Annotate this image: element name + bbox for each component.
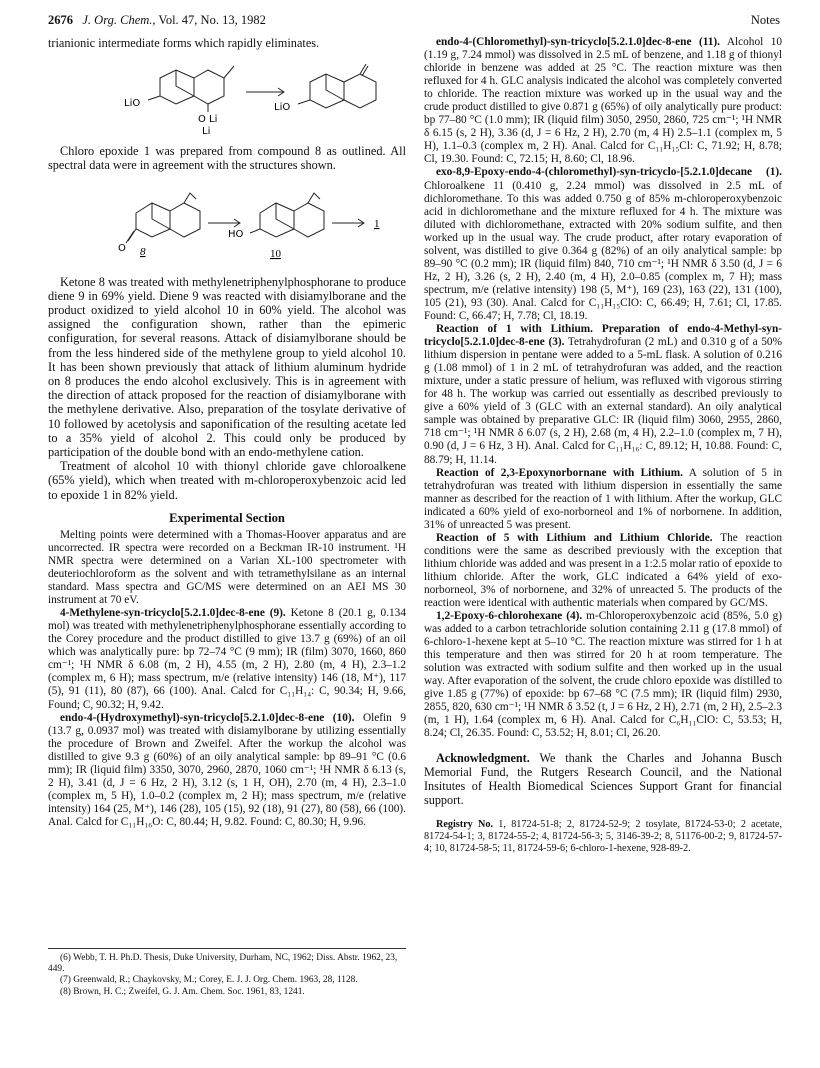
procedure-title-4: 1,2-Epoxy-6-chlorohexane (4). bbox=[436, 610, 583, 623]
scheme2-label-o: O bbox=[118, 242, 126, 254]
procedure-body-9: Ketone 8 (20.1 g, 0.134 mol) was treated with methylenetriphenylphosphorane essentially according to the Corey procedure and the product distilled to give 13.7 g (69%) of an oil which was analytically pure: bp 72–74 °C (9 mm); IR (film) 3070, 1660, 860 cm⁻¹; ¹H NMR δ 6.08 (m, 2 H), 4.55 (m, 2 H), 2.80 (m, 4 H), 2.3–1.2 (complex m, 6 H); mass spectrum, m/e (relative intensity) 146 (18, M⁺), 117 (5), 91 (11), 80 (87), 66 (100). Anal. Calcd for C₁₁H₁₄: C, 90.34; H, 9.66, Found; C, 90.32; H, 9.42. bbox=[48, 607, 406, 711]
procedure-title-9: 4-Methylene-syn-tricyclo[5.2.1.0]dec-8-ene (9). bbox=[60, 607, 286, 620]
procedure-reaction-5 bbox=[424, 532, 782, 610]
procedure-compound-4 bbox=[424, 610, 782, 740]
procedure-compound-11 bbox=[424, 36, 782, 166]
procedure-body-reaction-1: Tetrahydrofuran (2 mL) and 0.310 g of a 50% lithium dispersion in pentane were added to a 5-mL flask. A solution of 0.216 g (1.08 mmol) of 1 in 2 mL of tetrahydrofuran was added, and the reaction mixture, under a static pressure of helium, was refluxed with vigorous stirring for 48 h. The workup was carried out essentially as described previously to give a 60% yield of 3 (GLC with an external standard). An oily analytical sample was obtained by preparative GLC: IR (liquid film) 3060, 2955, 2860, 718 cm⁻¹; ¹H NMR δ 6.07 (s, 2 H), 2.68 (m, 4 H), 2.2–1.0 (complex m, 7 H), 0.90 (d, J = 6 Hz, 3 H). Anal. Calcd for C₁₁H₁₆: C, 89.12; H, 10.88. Found: C, 88.79; H, 11.14. bbox=[424, 336, 782, 466]
scheme1-structures bbox=[48, 56, 406, 136]
volume-info: Vol. 47, No. 13, 1982 bbox=[158, 13, 266, 27]
section-name: Notes bbox=[750, 13, 780, 27]
compound-label-1: 1 bbox=[374, 217, 380, 230]
procedure-body-epoxynorbornane: A solution of 5 in tetrahydrofuran was treated with lithium dispersion in essentially the same manner as described for the reaction of 1 with lithium. After the workup, GLC indicated a 60% yield of exo-norborneol and 1% of norbornene. In addition, 31% of unreacted 5 was present. bbox=[424, 466, 782, 531]
header-left bbox=[48, 13, 266, 28]
paragraph-ketone-treatment: Ketone 8 was treated with methylenetriphenylphosphorane to produce diene 9 in 69% yield. Diene 9 was reacted with disiamylborane and the product oxidized to yield alcohol 10 in 60% yield. The alcohol was assigned the configuration shown, rather than the epimeric configuration, for several reasons. Attack of disiamylborane should be from the less hindered side of the methylene group to yield alcohol 10. It has been shown previously that attack of lithium aluminum hydride on 8 produces the endo alcohol exclusively. This is in agreement with the direction of attack proposed for the reaction of disiamylborane with the methylene derivative. Also, preparation of the tosylate derivative of 10 followed by acetolysis and saponification of the resulting acetate led to a 35% yield of alcohol 2. This could only be produced by participation of the double bond with an endo-methylene cation. bbox=[48, 274, 406, 460]
scheme-lithium-elimination bbox=[48, 56, 406, 136]
scheme-synthesis-route bbox=[48, 183, 406, 265]
footnote-8: (8) Brown, H. C.; Zweifel, G. J. Am. Chem. Soc. 1961, 83, 1241. bbox=[60, 986, 305, 997]
scheme1-label-oli: O Li bbox=[198, 114, 218, 126]
paragraph-thionyl-chloride: Treatment of alcohol 10 with thionyl chloride gave chloroalkene (65% yield), which when treated with m-chloroperoxybenzoic acid led to epoxide 1 in 82% yield. bbox=[48, 459, 406, 502]
registry-title: Registry No. bbox=[436, 819, 494, 831]
scheme2-label-ho: HO bbox=[228, 228, 244, 240]
page-header bbox=[48, 13, 780, 31]
procedure-title-1: exo-8,9-Epoxy-endo-4-(chloromethyl)-syn-tricyclo-[5.2.1.0]decane (1). bbox=[436, 166, 782, 179]
procedure-body-11: Alcohol 10 (1.19 g, 7.24 mmol) was dissolved in 2.5 mL of benzene, and 1.18 g of thionyl chloride in benzene was added at 25 °C. The reaction mixture was then refluxed for 4 h. GLC analysis indicated the alcohol was completely converted to chloride. The reaction mixture was worked up in the usual way and the crude product distilled to give 0.871 g (65%) of oily analytically pure product: bp 77–80 °C (1.0 mm); IR (liquid film) 3050, 2950, 2860, 725 cm⁻¹; ¹H NMR δ 6.15 (s, 2 H), 3.36 (d, J = 6 Hz, 2 H), 2.70 (m, 4 H) 2.5–1.1 (complex m, 5 H), 1.1–0.3 (complex m, 2 H). Anal. Calcd for C₁₁H₁₅Cl: C, 71.92; H, 8.78; Cl, 19.30. Found: C, 72.15; H, 8.60; Cl, 18.96. bbox=[424, 36, 783, 166]
procedure-title-epoxynorbornane: Reaction of 2,3-Epoxynorbornane with Lithium. bbox=[436, 466, 684, 479]
right-column bbox=[424, 36, 782, 865]
procedure-reaction-1-lithium bbox=[424, 323, 782, 467]
acknowledgment bbox=[424, 751, 782, 807]
footnote-6: (6) Webb, T. H. Ph.D. Thesis, Duke University, Durham, NC, 1962; Diss. Abstr. 1962, 23, 449. bbox=[48, 953, 398, 975]
scheme1-label-li: Li bbox=[202, 126, 211, 137]
paragraph-chloro-epoxide: Chloro epoxide 1 was prepared from compound 8 as outlined. All spectral data were in agreement with the structures shown. bbox=[48, 144, 406, 173]
footnote-7: (7) Greenwald, R.; Chaykovsky, M.; Corey, E. J. J. Org. Chem. 1963, 28, 1128. bbox=[60, 975, 358, 986]
scheme1-label-lio-left: LiO bbox=[124, 98, 141, 110]
procedure-title-reaction-5: Reaction of 5 with Lithium and Lithium Chloride. bbox=[436, 531, 713, 544]
acknowledgment-body: We thank the Charles and Johanna Busch Memorial Fund, the Rutgers Research Council, and the National Insitutes of Health Biomedical Sciences Support Grant for financial support. bbox=[424, 750, 782, 807]
compound-label-8: 8 bbox=[140, 245, 146, 258]
compound-label-10: 10 bbox=[270, 247, 281, 260]
acknowledgment-title: Acknowledgment. bbox=[436, 750, 530, 765]
procedure-title-11: endo-4-(Chloromethyl)-syn-tricyclo[5.2.1.0]dec-8-ene (11). bbox=[436, 36, 720, 48]
procedure-body-1: Chloroalkene 11 (0.410 g, 2.24 mmol) was dissolved in 2.5 mL of dichloromethane. To this was added 0.750 g of 85% m-chloroperoxybenzoic acid in dichloromethane and the mixture refluxed for 4 h. The mixture was diluted with dichloromethane, extracted with 20% sodium sulfite, and then worked up in the usual way. The crude product, after rotary evaporation of solvent, was distilled to give 0.364 g (82%) of an oily analytical sample: bp 89–90 °C (0.2 mm); IR (liquid film) 840, 710 cm⁻¹; ¹H NMR δ 3.50 (d, J = 6 Hz, 2 H), 3.26 (s, 2 H), 2.40 (m, 4 H), 2.0–0.85 (complex m, 7 H); mass spectrum, m/e (relative intensity) 198 (5, M⁺), 169 (23), 163 (22), 131 (100), 105 (21), 93 (30). Anal. Calcd for C₁₁H₁₅ClO: C, 66.49; H, 7.61; Cl, 17.85. Found: C, 66.47; H, 7.78; Cl, 18.19. bbox=[424, 179, 782, 322]
procedure-compound-9 bbox=[48, 607, 406, 711]
scheme2-structures bbox=[48, 183, 406, 265]
paragraph-methods: Melting points were determined with a Thomas-Hoover apparatus and are uncorrected. IR spectra were recorded on a Beckman IR-10 instrument. ¹H NMR spectra were determined on a Varian XL-100 spectrometer with deuteriochloroform as the solvent and with tetramethylsilane as an internal standard. Mass spectra and GC/MS were determined on an AEI MS 30 instrument at 70 eV. bbox=[48, 528, 406, 607]
page-number: 2676 bbox=[48, 13, 73, 27]
procedure-title-reaction-1: Reaction of 1 with Lithium. Preparation of endo-4-Methyl-syn-tricyclo[5.2.1.0]dec-8-ene (3). bbox=[424, 323, 782, 349]
registry-body: 1, 81724-51-8; 2, 81724-52-9; 2 tosylate, 81724-53-0; 2 acetate, 81724-54-1; 3, 81724-55-2; 4, 81724-56-3; 5, 3146-39-2; 8, 51176-00-2; 9, 81724-57-4; 10, 81724-58-5; 11, 81724-59-6; 6-chloro-1-hexene, 928-89-2. bbox=[424, 819, 782, 854]
procedure-body-reaction-5: The reaction conditions were the same as described previously with the exception that lithium chloride was added and was present in a 1:2.5 molar ratio of epoxide to lithium chloride. After the work, GLC indicated a 64% yield of exo-norborneol, 3% of norbornene, and 32% of unreacted 5. The products of the reaction were identical with authentic materials when compared by GC/MS. bbox=[424, 531, 783, 610]
footnotes bbox=[48, 948, 406, 998]
intro-line: trianionic intermediate forms which rapidly eliminates. bbox=[48, 36, 320, 50]
experimental-heading: Experimental Section bbox=[169, 510, 285, 525]
procedure-body-4: m-Chloroperoxybenzoic acid (85%, 5.0 g) was added to a carbon tetrachloride solution containing 2.11 g (17.8 mmol) of 6-chloro-1-hexene kept at 5–10 °C. The reaction mixture was stirred for 1 h at this temperature and then was stirred for 20 h at room temperature. The solution was extracted with sodium sulfite and then worked up in the usual way. After evaporation of the solvent, the crude chloro epoxide was distilled to give 1.85 g (77%) of epoxide: bp 67–68 °C (7.5 mm); IR (liquid film) 2930, 2855, 820, 630 cm⁻¹; ¹H NMR δ 3.52 (t, J = 6 Hz, 2 H), 2.71 (m, 2 H), 2.5–2.3 (m, 1 H), 1.64 (complex m, 6 H). Anal. Calcd for C₆H₁₁ClO: C, 53.53; H, 8.24; Cl, 26.35. Found: C, 53.52; H, 8.01; Cl, 26.20. bbox=[424, 610, 783, 740]
procedure-title-10: endo-4-(Hydroxymethyl)-syn-tricyclo[5.2.1.0]dec-8-ene (10). bbox=[60, 711, 355, 724]
left-column bbox=[48, 36, 406, 829]
registry-numbers bbox=[424, 819, 782, 854]
procedure-epoxynorbornane bbox=[424, 467, 782, 532]
procedure-compound-1 bbox=[424, 166, 782, 323]
journal-name: J. Org. Chem., bbox=[82, 13, 156, 27]
procedure-compound-10 bbox=[48, 712, 406, 829]
procedure-body-10: Olefin 9 (13.7 g, 0.0937 mol) was treated with disiamylborane by utilizing essentially the procedure of Brown and Zweifel. After the workup the alcohol was distilled to give 9.3 g (60%) of an oily analytical sample: bp 89–91 °C (0.6 mm); IR (liquid film) 3350, 3070, 2960, 2870, 1060 cm⁻¹; ¹H NMR δ 6.13 (s, 2 H), 3.41 (d, J = 6 Hz, 2 H), 3.12 (s, 1 H, OH), 2.70 (m, 4 H), 2.3–1.0 (complex m, 5 H), 1.0–0.2 (complex m, 2 H); mass spectrum, m/e (relative intensity) 164 (25, M⁺), 146 (28), 105 (15), 92 (18), 91 (27), 80 (58), 66 (100). Anal. Calcd for C₁₁H₁₆O: C, 80.44; H, 9.82. Found: C, 80.30; H, 9.96. bbox=[48, 711, 406, 828]
scheme1-label-lio-right: LiO bbox=[274, 102, 291, 114]
